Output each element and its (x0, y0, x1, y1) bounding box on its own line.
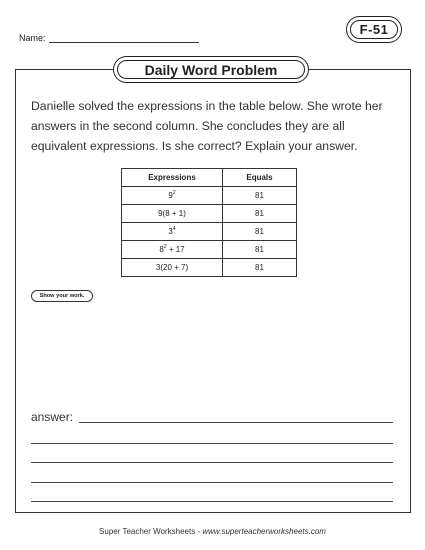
expression-cell (122, 187, 223, 205)
equals-cell: 81 (223, 241, 297, 259)
answer-label: answer: (31, 410, 74, 424)
expression-cell (122, 205, 223, 223)
expression-base: 3(20 + 7) (155, 263, 189, 272)
footer (0, 527, 425, 536)
answer-line[interactable] (31, 501, 393, 502)
answer-line[interactable] (31, 443, 393, 444)
worksheet-code-badge (346, 16, 402, 43)
answer-line[interactable] (31, 482, 393, 483)
footer-site-name: Super Teacher Worksheets - (99, 527, 203, 536)
name-label: Name: (19, 33, 46, 43)
header-expressions: Expressions (122, 169, 223, 187)
answer-line[interactable] (31, 462, 393, 463)
expression-rest: + 17 (166, 245, 185, 254)
equals-cell: 81 (223, 205, 297, 223)
expressions-table (121, 168, 297, 277)
expression-base: 9(8 + 1) (158, 209, 186, 218)
equals-cell: 81 (223, 259, 297, 277)
table-row (122, 259, 297, 277)
expression-exponent: 2 (172, 190, 176, 196)
table-row (122, 187, 297, 205)
answer-line[interactable] (79, 422, 393, 423)
show-work-badge: Show your work. (31, 290, 93, 302)
expression-base: 9 (168, 191, 173, 200)
expression-exponent: 2 (163, 244, 167, 250)
footer-url[interactable]: www.superteacherworksheets.com (202, 527, 326, 536)
equals-cell: 81 (223, 187, 297, 205)
expression-cell (122, 241, 223, 259)
expression-base: 3 (168, 227, 173, 236)
name-input-line[interactable] (49, 33, 199, 43)
header-equals: Equals (223, 169, 297, 187)
equals-cell: 81 (223, 223, 297, 241)
name-field-row (19, 33, 199, 43)
table-row (122, 205, 297, 223)
table-header-row (122, 169, 297, 187)
title-badge (113, 56, 309, 83)
page-title: Daily Word Problem (117, 60, 305, 79)
table-row (122, 241, 297, 259)
worksheet-code: F-51 (350, 20, 398, 39)
expression-cell (122, 259, 223, 277)
expression-base: 8 (159, 245, 164, 254)
expression-cell (122, 223, 223, 241)
problem-text: Danielle solved the expressions in the table below. She wrote her answers in the second column. She concludes they are all equivalent expressions. Is she correct? Explain your answer. (31, 99, 383, 153)
table-row (122, 223, 297, 241)
expression-exponent: 4 (172, 226, 176, 232)
